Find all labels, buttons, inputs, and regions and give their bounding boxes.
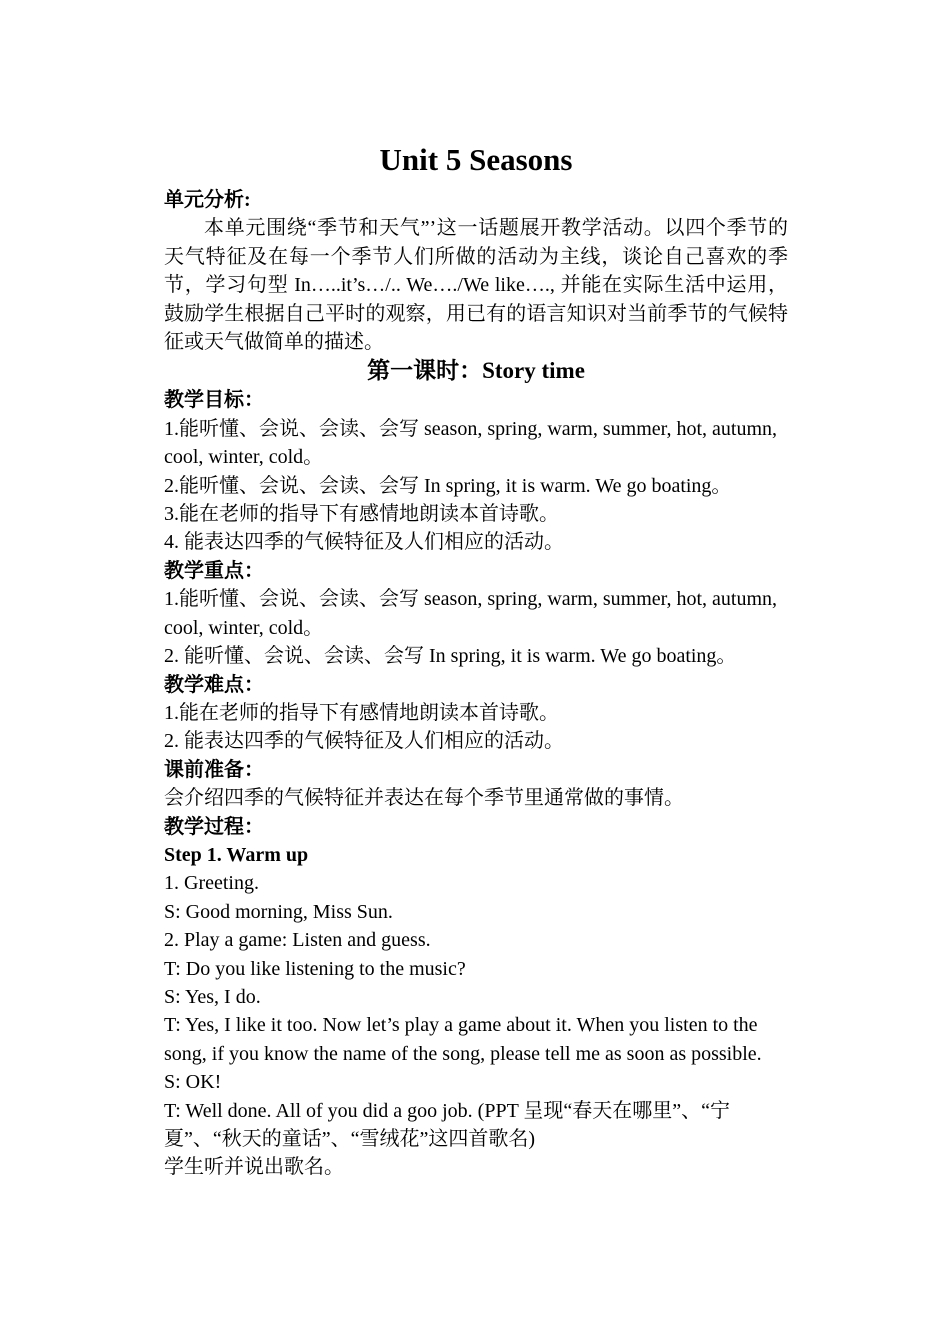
goals-heading: 教学目标： <box>164 389 264 412</box>
lesson-title: 第一课时：Story time <box>367 358 585 384</box>
step-line: T: Well done. All of you did a goo job. (PPT 呈现“春天在哪里”、“宁夏”、“秋天的童话”、“雪绒花”这四首歌名) <box>164 1099 731 1150</box>
difficulties-heading: 教学难点： <box>164 673 264 696</box>
step-line: 学生听并说出歌名。 <box>164 1156 344 1179</box>
step-line: 1. Greeting. <box>164 872 259 895</box>
prep-heading: 课前准备： <box>164 758 264 781</box>
step-line: T: Do you like listening to the music? <box>164 957 466 980</box>
key-point-item: 1.能听懂、会说、会读、会写 season, spring, warm, summer, hot, autumn, cool, winter, cold。 <box>164 588 778 639</box>
unit-analysis-text: 本单元围绕“季节和天气”’这一话题展开教学活动。以四个季节的天气特征及在每一个季节人们所做的活动为主线，谈论自己喜欢的季节，学习句型 In…..it’s…/.. We…./We like…., 并能在实际生活中运用，鼓励学生根据自己平时的观察，用已有的语言知识对当前季节的气候特征或天气做简单的描述。 <box>164 217 788 354</box>
key-point-item: 2. 能听懂、会说、会读、会写 In spring, it is warm. We go boating。 <box>164 645 737 668</box>
key-points-heading: 教学重点： <box>164 559 264 582</box>
step-line: S: OK! <box>164 1071 222 1094</box>
unit-analysis-heading: 单元分析: <box>164 189 251 211</box>
goal-item: 2.能听懂、会说、会读、会写 In spring, it is warm. We go boating。 <box>164 474 732 497</box>
step-line: S: Good morning, Miss Sun. <box>164 900 393 923</box>
document-page <box>164 140 788 1182</box>
process-heading: 教学过程： <box>164 815 264 838</box>
step-line: 2. Play a game: Listen and guess. <box>164 929 431 952</box>
document-title: Unit 5 Seasons <box>379 142 573 177</box>
difficulty-item: 1.能在老师的指导下有感情地朗读本首诗歌。 <box>164 701 559 724</box>
step-line: T: Yes, I like it too. Now let’s play a game about it. When you listen to the song, if you know the name of the song, please tell me as soon as possible. <box>164 1014 762 1065</box>
prep-text: 会介绍四季的气候特征并表达在每个季节里通常做的事情。 <box>164 787 684 810</box>
step-line: S: Yes, I do. <box>164 985 261 1008</box>
goal-item: 3.能在老师的指导下有感情地朗读本首诗歌。 <box>164 503 559 526</box>
difficulty-item: 2. 能表达四季的气候特征及人们相应的活动。 <box>164 730 564 753</box>
goal-item: 1.能听懂、会说、会读、会写 season, spring, warm, summer, hot, autumn, cool, winter, cold。 <box>164 417 778 469</box>
goal-item: 4. 能表达四季的气候特征及人们相应的活动。 <box>164 531 564 554</box>
step1-heading: Step 1. Warm up <box>164 843 309 866</box>
